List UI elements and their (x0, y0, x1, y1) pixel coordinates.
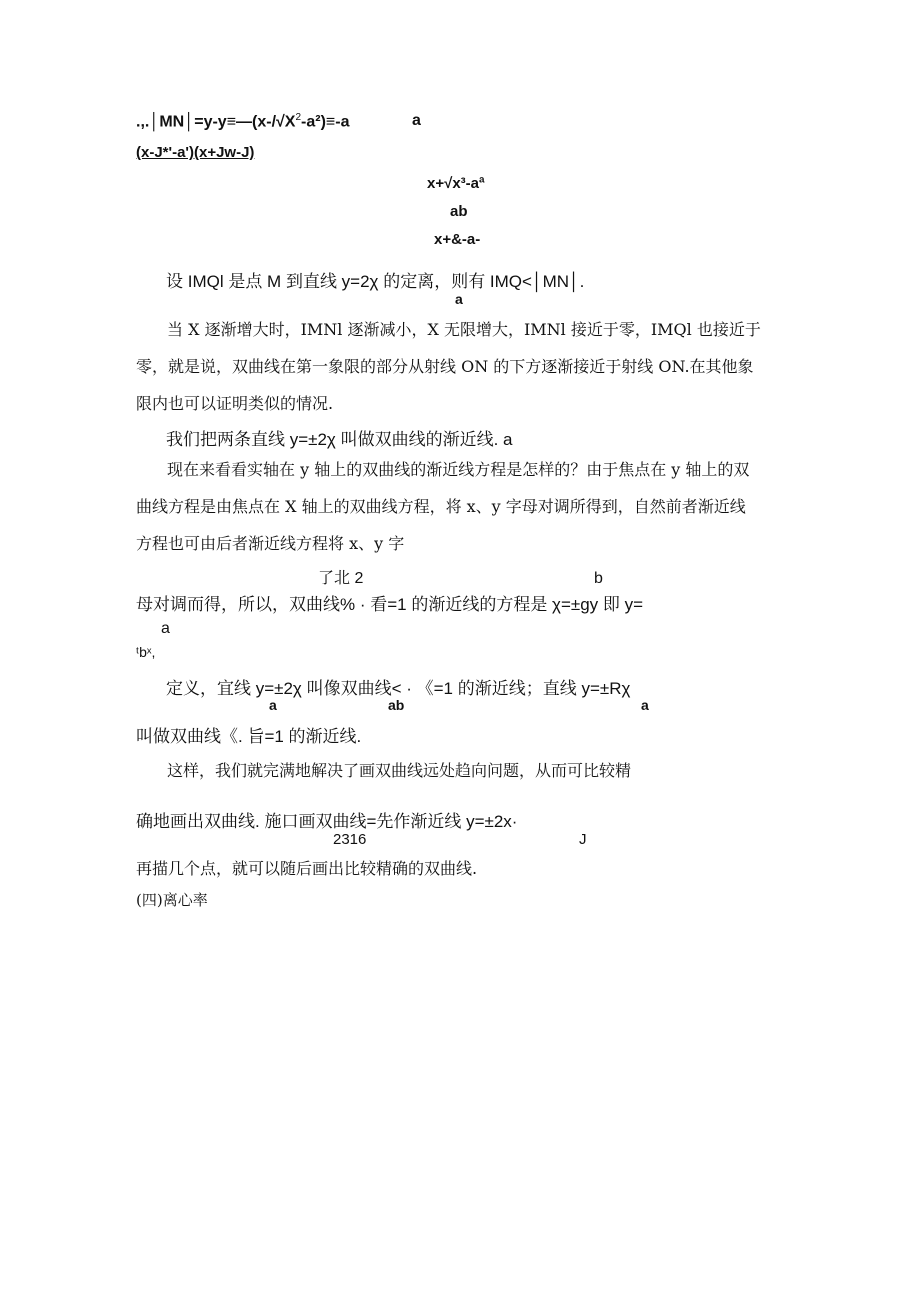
fraction-under-a: a (161, 620, 170, 637)
paragraph-definition-asymptote: 我们把两条直线 y=±2χ 叫做双曲线的渐近线. a (166, 430, 513, 449)
fraction-top-right: b (594, 570, 603, 587)
definition-sub-ab: ab (388, 697, 405, 713)
fraction-top-left: 了北 2 (318, 570, 364, 587)
section-heading-eccentricity: (四)离心率 (136, 891, 208, 909)
formula-center-1: x+√x³-aª (427, 175, 485, 192)
formula-underlined-expr: (x-J*'-a')(x+Jw-J) (136, 144, 255, 161)
definition-sub-a-2: a (641, 697, 649, 713)
paragraph-definition-line: 定义，宜线 y=±2χ 叫像双曲线< · 《=1 的渐近线；直线 y=±Rχ (166, 679, 631, 698)
paragraph-swap-tail: ᵗbˣ, (136, 644, 156, 660)
paragraph-imq-sub-a: a (455, 291, 463, 307)
paragraph-imq-distance: 设 IMQl 是点 M 到直线 y=2χ 的定离，则有 IMQ<│MN│. (166, 272, 585, 291)
paragraph-y-axis-line-1: 现在来看看实轴在 y 轴上的双曲线的渐近线方程是怎样的？由于焦点在 y 轴上的双 (167, 460, 750, 479)
definition-sub-a-1: a (269, 697, 277, 713)
paragraph-y-axis-line-2: 曲线方程是由焦点在 X 轴上的双曲线方程，将 x、y 字母对调所得到，自然前者渐近线 (136, 497, 746, 516)
paragraph-asymptote-line-3: 限内也可以证明类似的情况. (136, 394, 334, 413)
formula-center-2: ab (450, 203, 468, 220)
paragraph-draw-hyperbola: 确地画出双曲线. 施口画双曲线=先作渐近线 y=±2x· (136, 812, 518, 831)
formula-mn-right-a: a (412, 112, 421, 129)
paragraph-y-axis-line-3: 方程也可由后者渐近线方程将 x、y 字 (136, 534, 405, 553)
formula-mn-sup: 2 (295, 112, 302, 123)
paragraph-plot-points: 再描几个点，就可以随后画出比较精确的双曲线. (136, 859, 478, 878)
paragraph-solved-problem: 这样，我们就完满地解决了画双曲线远处趋向问题，从而可比较精 (167, 761, 632, 780)
formula-center-3: x+&-a- (434, 231, 481, 248)
formula-mn-line (136, 113, 350, 130)
formula-mn-part-a: .,.│MN│=y-y≡—(x-/√X (136, 113, 296, 131)
draw-sub-j: J (579, 831, 587, 848)
paragraph-swap-result: 母对调而得，所以，双曲线% · 看=1 的渐近线的方程是 χ=±gy 即 y= (136, 595, 644, 614)
paragraph-asymptote-line-2: 零，就是说，双曲线在第一象限的部分从射线 ON 的下方逐渐接近于射线 ON.在其他象 (136, 357, 754, 376)
paragraph-asymptote-line-1: 当 X 逐渐增大时，IMNl 逐渐减小，X 无限增大，IMNl 接近于零，IMQl 也接近于 (167, 320, 761, 339)
formula-mn-part-b: -a²)≡-a (301, 113, 350, 131)
draw-sub-number: 2316 (333, 831, 367, 848)
paragraph-called-asymptote: 叫做双曲线《. 旨=1 的渐近线. (136, 727, 362, 746)
